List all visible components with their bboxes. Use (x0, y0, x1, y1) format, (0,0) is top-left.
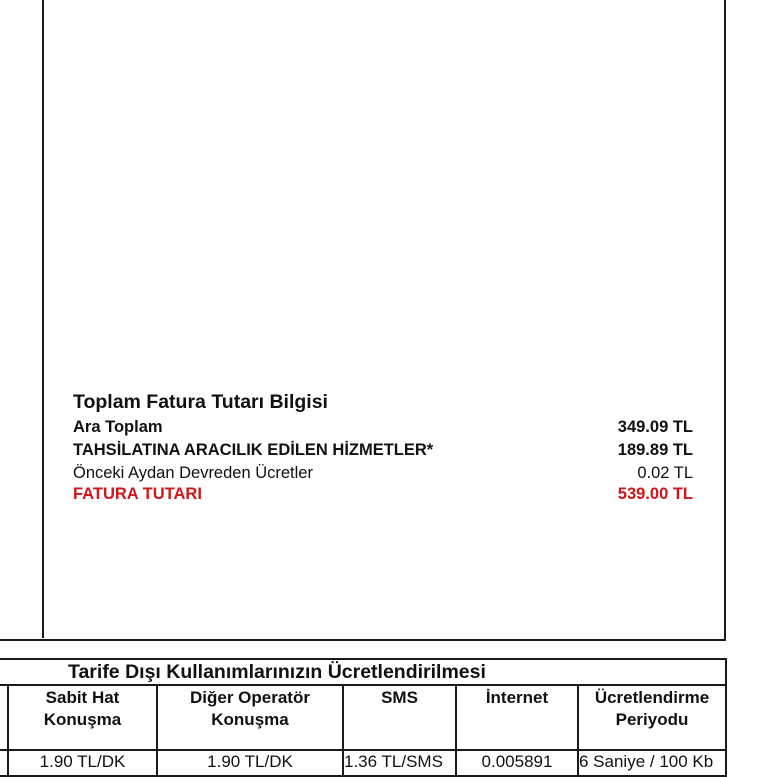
tariff-table (0, 658, 727, 777)
summary-amount: 0.02 TL (637, 464, 693, 482)
value-sms: 1.36 TL/SMS (343, 750, 456, 776)
value-billing-period: 6 Saniye / 100 Kb (578, 750, 726, 776)
header-sms (343, 685, 456, 750)
header-landline (8, 685, 157, 750)
header-line: Periyodu (615, 710, 689, 729)
value-internet: 0.005891 (456, 750, 578, 776)
summary-amount: 189.89 TL (617, 441, 693, 459)
header-other-operator (157, 685, 343, 750)
header-internet (456, 685, 578, 750)
summary-label: FATURA TUTARI (73, 485, 202, 503)
tariff-table-title: Tarife Dışı Kullanımlarınızın Ücretlendirilmesi (0, 659, 726, 685)
header-line: Konuşma (211, 710, 289, 729)
header-billing-period (578, 685, 726, 750)
box-left-border (42, 0, 44, 638)
summary-amount: 539.00 TL (617, 485, 693, 503)
header-line: Konuşma (43, 710, 122, 729)
summary-amount: 349.09 TL (617, 418, 693, 436)
invoice-summary (73, 390, 693, 504)
summary-label: TAHSİLATINA ARACILIK EDİLEN HİZMETLER* (73, 441, 434, 459)
header-line: İnternet (485, 688, 549, 707)
summary-row-mediated-services (73, 439, 693, 462)
value-landline: 1.90 TL/DK (8, 750, 157, 776)
summary-label: Önceki Aydan Devreden Ücretler (73, 464, 313, 482)
tariff-header-row (0, 685, 726, 750)
header-line: Diğer Operatör (190, 688, 310, 707)
value-cell-blank (0, 750, 8, 776)
summary-title: Toplam Fatura Tutarı Bilgisi (73, 391, 328, 413)
header-line: SMS (381, 688, 418, 707)
tariff-value-row (0, 750, 726, 776)
summary-row-carried-over (73, 462, 693, 484)
header-cell-blank (0, 685, 8, 750)
header-line: Sabit Hat (45, 688, 120, 707)
value-other-operator: 1.90 TL/DK (157, 750, 343, 776)
summary-label: Ara Toplam (73, 418, 163, 436)
summary-row-invoice-total (73, 484, 693, 504)
box-bottom-border (0, 639, 726, 641)
summary-row-subtotal (73, 416, 693, 439)
box-right-border (724, 0, 726, 641)
header-line: Ücretlendirme (594, 688, 710, 707)
